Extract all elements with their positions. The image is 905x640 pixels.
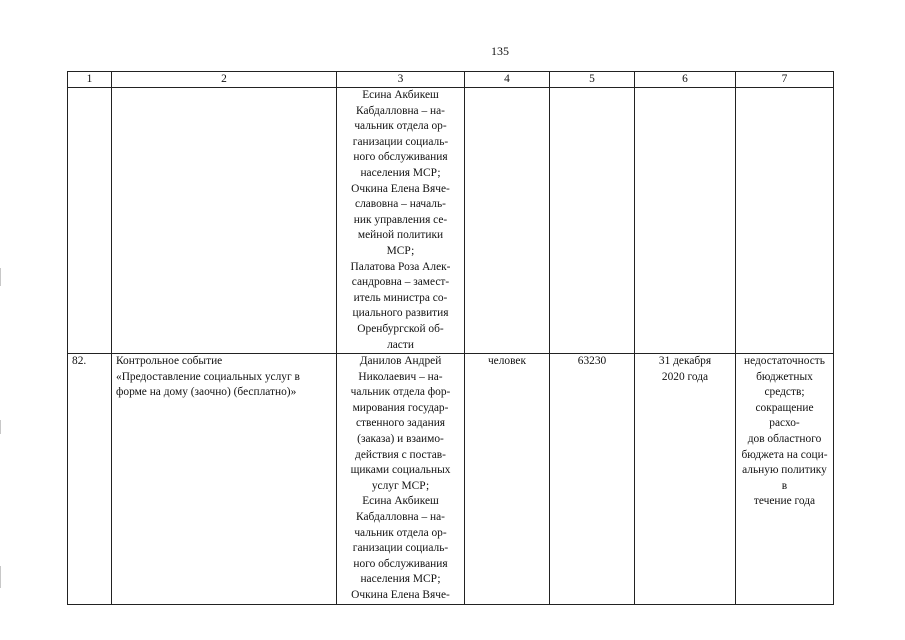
continuation-number-cell bbox=[68, 88, 112, 354]
responsible-cell: Данилов Андрей Николаевич – на- чальник отдела фор- мирования государ- ственного задания (заказа) и взаимо- действия с постав- щиками социальных услуг МСР; Есина Акбикеш Кабдалловна – на- чальник отдела ор- ганизации социаль- ного обслуживания населения МСР; Очкина Елена Вяче- bbox=[337, 354, 465, 605]
header-col-7: 7 bbox=[736, 72, 834, 88]
header-col-1: 1 bbox=[68, 72, 112, 88]
events-table bbox=[67, 71, 834, 605]
scan-mark bbox=[0, 420, 1, 434]
scan-mark bbox=[0, 566, 1, 588]
header-row bbox=[68, 72, 834, 88]
continuation-value-cell bbox=[550, 88, 635, 354]
header-col-2: 2 bbox=[112, 72, 337, 88]
table-row bbox=[68, 354, 834, 605]
header-col-3: 3 bbox=[337, 72, 465, 88]
deadline-cell: 31 декабря 2020 года bbox=[635, 354, 736, 605]
continuation-event-cell bbox=[112, 88, 337, 354]
header-col-4: 4 bbox=[465, 72, 550, 88]
continuation-deadline-cell bbox=[635, 88, 736, 354]
page-number: 135 bbox=[491, 44, 509, 58]
header-col-6: 6 bbox=[635, 72, 736, 88]
header-col-5: 5 bbox=[550, 72, 635, 88]
event-cell: Контрольное событие «Предоставление социальных услуг в форме на дому (заочно) (бесплатно)» bbox=[112, 354, 337, 605]
table-row bbox=[68, 88, 834, 354]
value-cell: 63230 bbox=[550, 354, 635, 605]
risks-cell: недостаточность бюджетных средств; сокращение расхо- дов областного бюджета на соци- альную политику в течение года bbox=[736, 354, 834, 605]
continuation-risks-cell bbox=[736, 88, 834, 354]
continuation-unit-cell bbox=[465, 88, 550, 354]
unit-cell: человек bbox=[465, 354, 550, 605]
row-number-cell: 82. bbox=[68, 354, 112, 605]
continuation-responsible-cell: Есина Акбикеш Кабдалловна – на- чальник отдела ор- ганизации социаль- ного обслуживания населения МСР; Очкина Елена Вяче- славовна – началь- ник управления се- мейной политики МСР; Палатова Роза Алек- сандровна – замест- итель министра со- циального развития Оренбургской об- ласти bbox=[337, 88, 465, 354]
scan-mark bbox=[0, 268, 1, 286]
